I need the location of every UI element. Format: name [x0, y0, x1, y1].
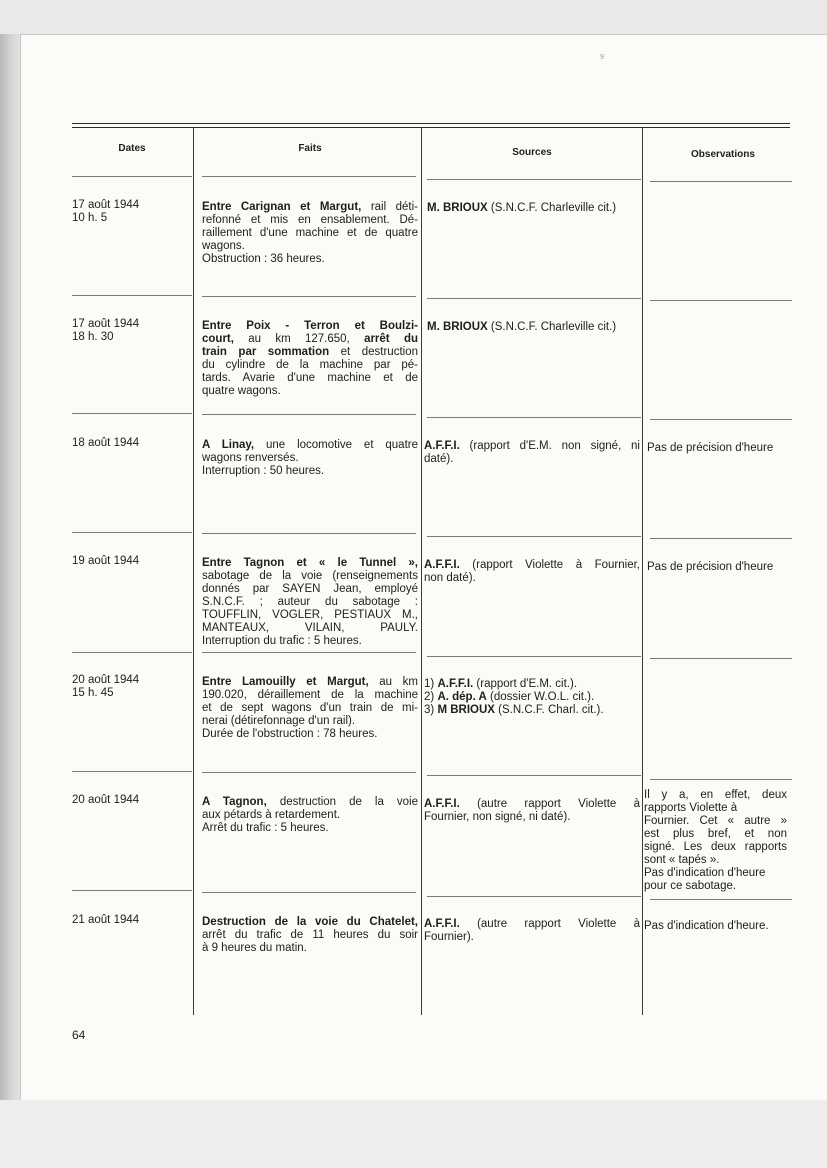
row-7-faits: Destruction de la voie du Chatelet, arrêt du trafic de 11 heures du soir à 9 heures du matin. [202, 916, 418, 954]
header-sources: Sources [512, 147, 552, 158]
row-4-faits: Entre Tagnon et « le Tunnel », sabotage de la voie (renseignements donnés par SAYEN Jean, employé S.N.C.F. ; auteur du sabotage : TOUFFLIN, VOGLER, PESTIAUX M., MANTEAUX, VILAIN, PAULY. Interruption du trafic : 5 heures. [202, 557, 418, 647]
row-7-sources: A.F.F.I. (autre rapport Violette à Fournier). [424, 918, 640, 943]
column-divider-1 [193, 128, 194, 1015]
book-spine [0, 34, 20, 1168]
scan-background [0, 0, 827, 34]
page-number: 64 [72, 1028, 86, 1042]
header-observations: Observations [691, 149, 755, 160]
row-4-date: 19 août 1944 [72, 555, 140, 567]
row-7-date: 21 août 1944 [72, 914, 140, 926]
row-2-sources: M. BRIOUX (S.N.C.F. Charleville cit.) [427, 321, 617, 333]
row-2-date: 17 août 1944 18 h. 30 [72, 318, 140, 343]
source-item: 3) M BRIOUX (S.N.C.F. Charl. cit.). [424, 704, 604, 716]
corner-mark: 9 [600, 54, 604, 61]
header-dates: Dates [118, 143, 146, 154]
row-4-observations: Pas de précision d'heure [647, 561, 774, 573]
source-item: 2) A. dép. A (dossier W.O.L. cit.). [424, 691, 595, 703]
row-2-faits: Entre Poix - Terron et Boulzi- court, au km 127.650, arrêt du train par sommation et destruction du cylindre de la machine par pé- tards. Avarie d'une machine et de quatre wagons. [202, 320, 418, 397]
header-faits: Faits [298, 143, 322, 154]
scan-bottom [0, 1100, 827, 1168]
column-divider-3 [642, 128, 643, 1015]
row-3-observations: Pas de précision d'heure [647, 442, 774, 454]
row-3-date: 18 août 1944 [72, 437, 140, 449]
row-5-date: 20 août 1944 15 h. 45 [72, 674, 140, 699]
row-5-faits: Entre Lamouilly et Margut, au km 190.020, déraillement de la machine et de sept wagons d'un train de mi- nerai (détirefonnage d'un rail). Durée de l'obstruction : 78 heures. [202, 676, 418, 740]
row-1-faits: Entre Carignan et Margut, rail déti- refonné et mis en ensablement. Dé- raillement d'une machine et de quatre wagons. Obstruction : 36 heures. [202, 201, 418, 265]
column-divider-2 [421, 128, 422, 1015]
row-6-observations: Il y a, en effet, deux rapports Violette à Fournier. Cet « autre » est plus bref, et non signé. Les deux rapports sont « tapés ». Pas d'indication d'heure pour ce sabotage. [644, 789, 787, 892]
row-6-date: 20 août 1944 [72, 794, 140, 806]
row-3-faits: A Linay, une locomotive et quatre wagons renversés. Interruption : 50 heures. [202, 439, 418, 477]
row-6-sources: A.F.F.I. (autre rapport Violette à Fournier, non signé, ni daté). [424, 798, 640, 823]
row-5-sources [424, 678, 640, 717]
row-3-sources: A.F.F.I. (rapport d'E.M. non signé, ni daté). [424, 440, 640, 465]
row-6-faits: A Tagnon, destruction de la voie aux pétards à retardement. Arrêt du trafic : 5 heures. [202, 796, 419, 834]
top-rule-2 [72, 127, 790, 128]
row-7-observations: Pas d'indication d'heure. [644, 920, 769, 932]
row-1-date: 17 août 1944 10 h. 5 [72, 199, 140, 224]
top-rule [72, 123, 790, 124]
row-4-sources: A.F.F.I. (rapport Violette à Fournier, non daté). [424, 559, 640, 584]
row-1-sources: M. BRIOUX (S.N.C.F. Charleville cit.) [427, 202, 617, 214]
source-item: 1) A.F.F.I. (rapport d'E.M. cit.). [424, 678, 578, 690]
